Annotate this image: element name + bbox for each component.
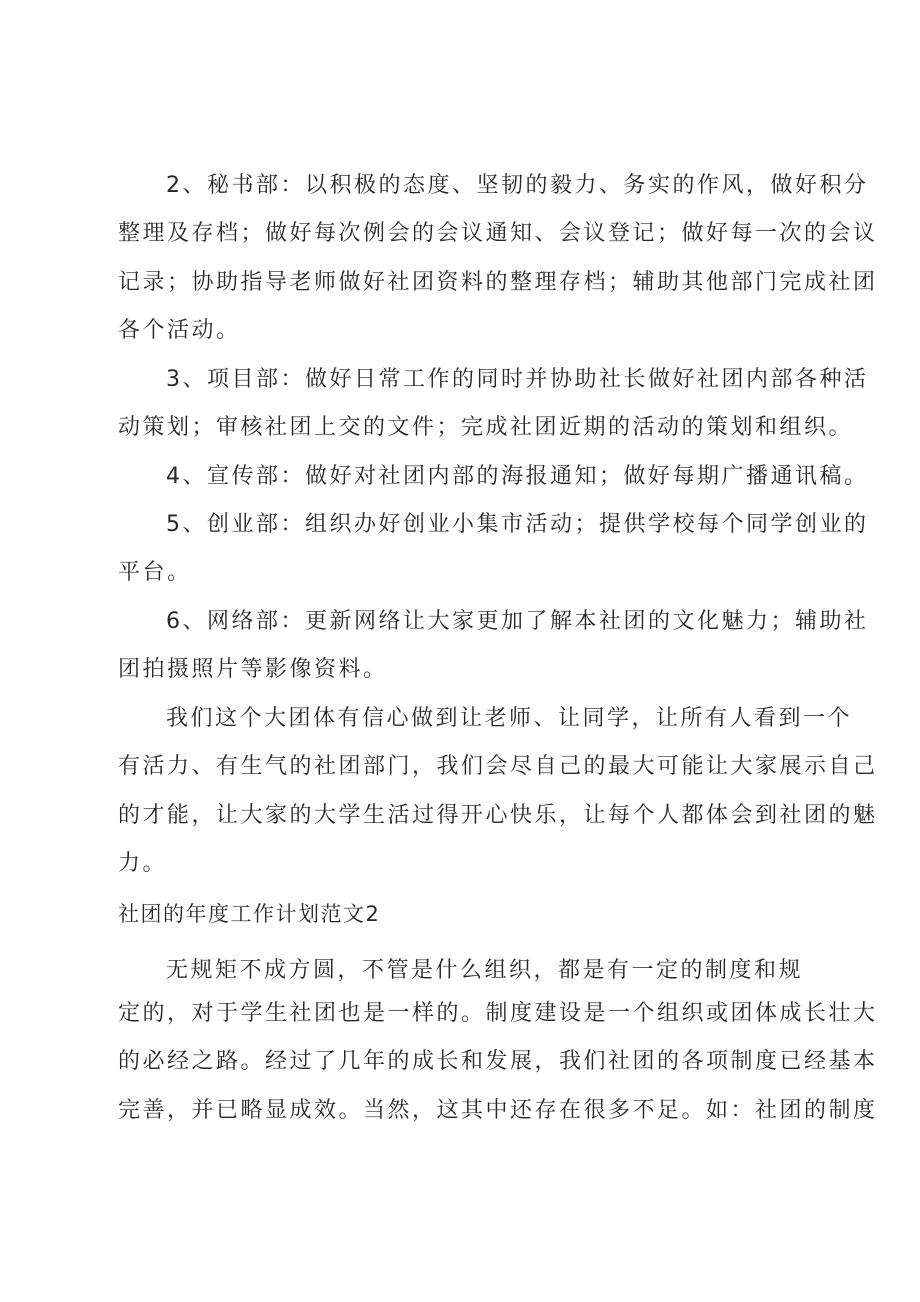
- text-line: 记录；协助指导老师做好社团资料的整理存档；辅助其他部门完成社团: [118, 270, 878, 295]
- text-line: 力。: [118, 851, 168, 876]
- text-line: 动策划；审核社团上交的文件；完成社团近期的活动的策划和组织。: [118, 415, 854, 440]
- text-line: 各个活动。: [118, 318, 241, 343]
- text-line: 我们这个大团体有信心做到让老师、让同学，让所有人看到一个: [166, 706, 853, 731]
- text-line: 3、项目部：做好日常工作的同时并协助社长做好社团内部各种活: [166, 367, 869, 392]
- text-line: 整理及存档；做好每次例会的会议通知、会议登记；做好每一次的会议: [118, 221, 878, 246]
- text-line: 的才能，让大家的大学生活过得开心快乐，让每个人都体会到社团的魅: [118, 803, 878, 828]
- text-line: 定的，对于学生社团也是一样的。制度建设是一个组织或团体成长壮大: [118, 1001, 878, 1026]
- text-line: 2、秘书部：以积极的态度、坚韧的毅力、务实的作风，做好积分: [166, 173, 869, 198]
- section-title: 社团的年度工作计划范文2: [118, 902, 381, 926]
- text-line: 的必经之路。经过了几年的成长和发展，我们社团的各项制度已经基本: [118, 1049, 878, 1074]
- text-line: 无规矩不成方圆，不管是什么组织，都是有一定的制度和规: [166, 958, 804, 983]
- text-line: 4、宣传部：做好对社团内部的海报通知；做好每期广播通讯稿。: [166, 464, 869, 489]
- text-line: 有活力、有生气的社团部门，我们会尽自己的最大可能让大家展示自己: [118, 754, 878, 779]
- text-line: 团拍摄照片等影像资料。: [118, 657, 388, 682]
- text-line: 完善，并已略显成效。当然，这其中还存在很多不足。如：社团的制度: [118, 1098, 878, 1123]
- text-line: 平台。: [118, 560, 192, 585]
- text-line: 6、网络部：更新网络让大家更加了解本社团的文化魅力；辅助社: [166, 609, 869, 634]
- text-line: 5、创业部：组织办好创业小集市活动；提供学校每个同学创业的: [166, 512, 869, 537]
